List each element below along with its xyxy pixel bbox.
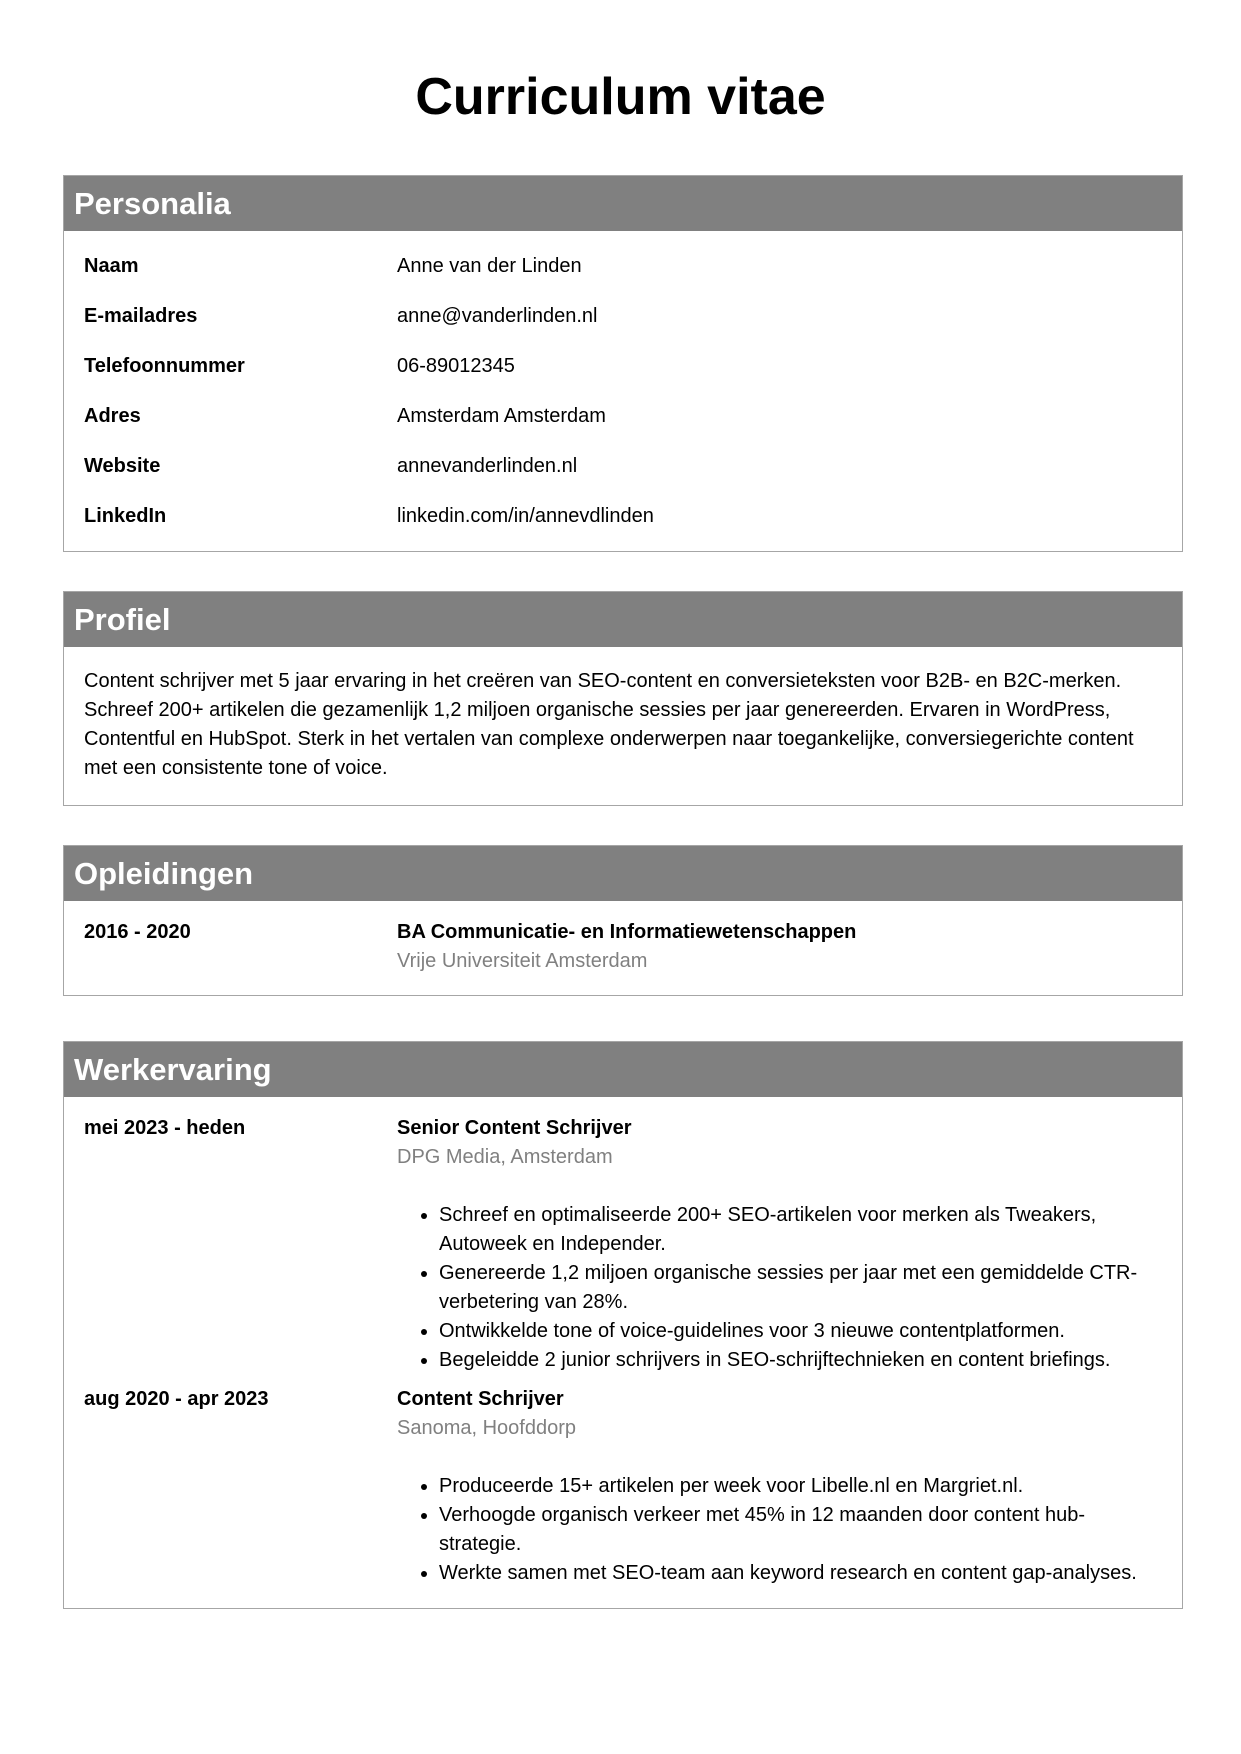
werk-title-2: Content Schrijver — [397, 1388, 564, 1410]
profiel-section — [63, 591, 1183, 806]
personalia-row-telefoon — [84, 341, 1162, 391]
werk-bullet: • Verhoogde organisch verkeer met 45% in 12 maanden door content hub-strategie. — [439, 1501, 1162, 1559]
werk-bullets-1 — [397, 1201, 1162, 1375]
page-title: Curriculum vitae — [415, 68, 826, 126]
personalia-row-linkedin — [84, 491, 1162, 541]
profiel-heading: Profiel — [64, 592, 1182, 647]
opleidingen-heading: Opleidingen — [64, 846, 1182, 901]
linkedin-label: LinkedIn — [84, 504, 167, 527]
werk-content-1 — [397, 1114, 1162, 1375]
profiel-body — [64, 647, 1182, 805]
adres-value: Amsterdam Amsterdam — [397, 404, 606, 427]
adres-label: Adres — [84, 404, 141, 427]
opleiding-content — [397, 918, 1162, 976]
werk-bullets-2 — [397, 1472, 1162, 1588]
email-label: E-mailadres — [84, 304, 198, 327]
werk-period-2: aug 2020 - apr 2023 — [84, 1388, 269, 1410]
werk-bullet: • Ontwikkelde tone of voice-guidelines voor 3 nieuwe contentplatformen. — [439, 1317, 1162, 1346]
opleiding-period: 2016 - 2020 — [84, 921, 191, 943]
werkervaring-heading: Werkervaring — [64, 1042, 1182, 1097]
werk-title-1: Senior Content Schrijver — [397, 1117, 632, 1139]
website-label: Website — [84, 454, 161, 477]
personalia-row-email — [84, 291, 1162, 341]
opleiding-entry — [84, 918, 1162, 976]
personalia-heading: Personalia — [64, 176, 1182, 231]
linkedin-value: linkedin.com/in/annevdlinden — [397, 504, 654, 527]
werkervaring-body — [64, 1097, 1182, 1608]
personalia-row-naam — [84, 241, 1162, 291]
personalia-row-adres — [84, 391, 1162, 441]
email-value: anne@vanderlinden.nl — [397, 304, 598, 327]
personalia-body — [64, 231, 1182, 551]
werk-bullet: • Werkte samen met SEO-team aan keyword research en content gap-analyses. — [439, 1559, 1162, 1588]
profiel-text: Content schrijver met 5 jaar ervaring in het creëren van SEO-content en conversieteksten voor B2B- en B2C-merken. Schreef 200+ artikelen die gezamenlijk 1,2 miljoen organische sessies per jaar genereerden. Ervaren in WordPress, Contentful en HubSpot. Sterk in het vertalen van complexe onderwerpen naar toegankelijke, conversiegerichte content met een consistente tone of voice. — [84, 670, 1134, 779]
werk-period-1: mei 2023 - heden — [84, 1117, 246, 1139]
werk-bullet: • Schreef en optimaliseerde 200+ SEO-artikelen voor merken als Tweakers, Autoweek en Independer. — [439, 1201, 1162, 1259]
opleiding-org: Vrije Universiteit Amsterdam — [397, 950, 648, 972]
werkervaring-entry-dpg — [84, 1114, 1162, 1375]
opleidingen-section — [63, 845, 1183, 996]
telefoon-value: 06-89012345 — [397, 354, 515, 377]
opleiding-title: BA Communicatie- en Informatiewetenschappen — [397, 921, 857, 943]
werkervaring-entry-sanoma — [84, 1385, 1162, 1588]
werk-bullet: • Begeleidde 2 junior schrijvers in SEO-schrijftechnieken en content briefings. — [439, 1346, 1162, 1375]
telefoon-label: Telefoonnummer — [84, 354, 245, 377]
werk-bullet: • Produceerde 15+ artikelen per week voor Libelle.nl en Margriet.nl. — [439, 1472, 1162, 1501]
website-value: annevanderlinden.nl — [397, 454, 578, 477]
naam-value: Anne van der Linden — [397, 254, 582, 277]
werk-content-2 — [397, 1385, 1162, 1588]
personalia-row-website — [84, 441, 1162, 491]
personalia-section — [63, 175, 1183, 552]
werk-bullet: • Genereerde 1,2 miljoen organische sessies per jaar met een gemiddelde CTR-verbetering van 28%. — [439, 1259, 1162, 1317]
naam-label: Naam — [84, 254, 139, 277]
opleidingen-body — [64, 901, 1182, 995]
werk-org-2: Sanoma, Hoofddorp — [397, 1417, 577, 1439]
werkervaring-section — [63, 1041, 1183, 1609]
werk-org-1: DPG Media, Amsterdam — [397, 1146, 613, 1168]
